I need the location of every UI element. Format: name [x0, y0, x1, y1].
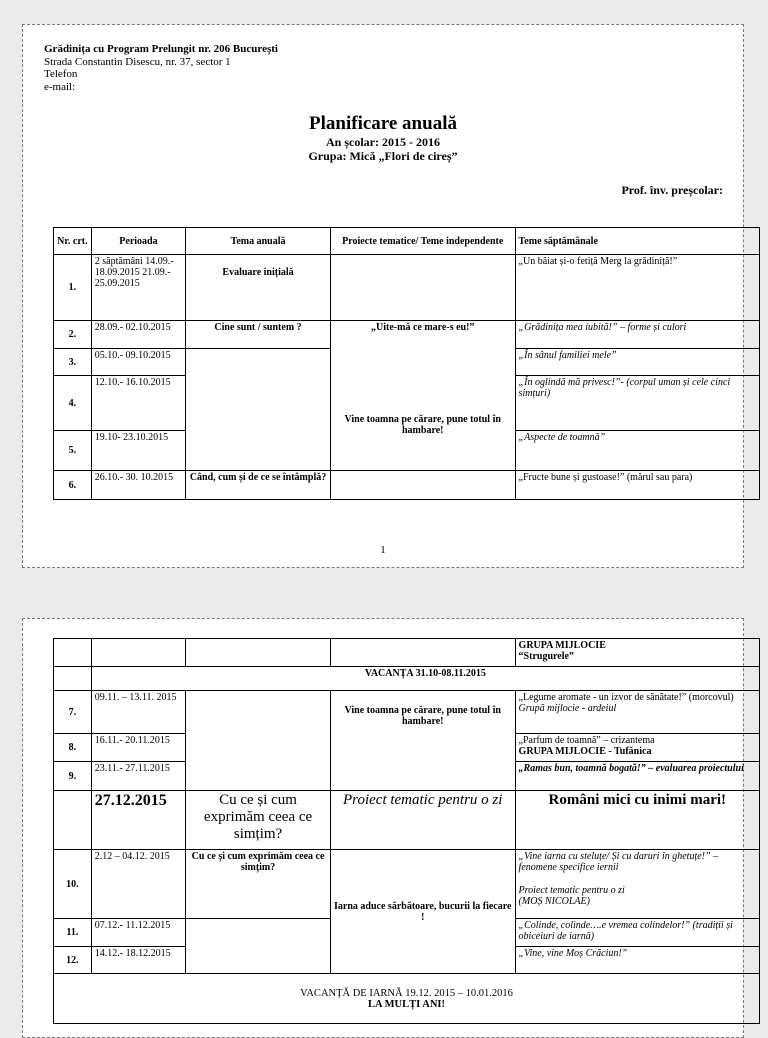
institution-name: Grădinița cu Program Prelungit nr. 206 București [44, 43, 278, 55]
row-number: 11. [54, 919, 92, 947]
institution-email: e-mail: [44, 80, 76, 93]
row-project [330, 255, 515, 321]
table-header-row [54, 228, 760, 255]
row-theme: Când, cum și de ce se întâmplă? [186, 471, 331, 500]
row-period: 2 săptămâni 14.09.- 18.09.2015 21.09.- 25.09.2015 [91, 255, 185, 321]
row-period: 19.10- 23.10.2015 [91, 431, 185, 471]
special-weekly: Români mici cu inimi mari! [515, 791, 759, 850]
weekly-text: „Parfum de toamnă” – crizantema [518, 735, 655, 746]
project-uite-ma: „Uite-mă ce mare-s eu!” [371, 322, 475, 333]
row-number: 3. [54, 349, 92, 376]
vacation-row [54, 667, 760, 691]
row-period: 14.12.- 18.12.2015 [91, 947, 185, 974]
document-page-2 [22, 618, 744, 1038]
weekly-note: Grupă mijlocie - ardeiul [518, 703, 617, 714]
teacher-label: Prof. înv. preșcolar: [621, 183, 723, 197]
page-number: 1 [380, 544, 386, 556]
row-project [330, 471, 515, 500]
row-weekly: „În oglindă mă privesc!”- (corpul uman și cele cinci simțuri) [515, 376, 759, 431]
project-vine-toamna: Vine toamna pe cărare, pune totul în hambare! [344, 414, 501, 436]
greeting-label: LA MULȚI ANI! [367, 998, 445, 1010]
plan-table-1 [53, 227, 760, 500]
row-period: 2.12 – 04.12. 2015 [91, 850, 185, 919]
row-theme: Cu ce și cum exprimăm ceea ce simțim? [186, 850, 331, 919]
row-weekly: „Grădinița mea iubită!” – forme și culori [515, 321, 759, 349]
row-weekly: „Colinde, colinde….e vremea colindelor!” (tradiții și obiceiuri de iarnă) [515, 919, 759, 947]
weekly-note: Proiect tematic pentru o zi [518, 885, 625, 896]
row-weekly: „Un băiat și-o fetiță Merg la grădiniță!” [515, 255, 759, 321]
row-theme: Evaluare inițială [186, 255, 331, 321]
vacation-label: VACANȚA 31.10-08.11.2015 [91, 667, 759, 691]
row-number: 8. [54, 734, 92, 762]
page-title: Planificare anuală [309, 113, 457, 134]
row-period: 05.10.- 09.10.2015 [91, 349, 185, 376]
table-row [54, 321, 760, 349]
special-theme: Cu ce și cum exprimăm ceea ce simțim? [186, 791, 331, 850]
row-period: 07.12.- 11.12.2015 [91, 919, 185, 947]
row-project: Iarna aduce sărbătoare, bucurii la fiecare ! [330, 850, 515, 974]
row-project: Vine toamna pe cărare, pune totul în hambare! [330, 691, 515, 791]
row-theme [186, 691, 331, 791]
table-row [54, 691, 760, 734]
weekly-text: „Vine iarna cu steluțe/ Și cu daruri în ghetuțe!” – fenomene specifice iernii [518, 851, 719, 873]
row-number: 6. [54, 471, 92, 500]
row-weekly [515, 691, 759, 734]
col-header-theme: Tema anuală [186, 228, 331, 255]
col-header-projects: Proiecte tematice/ Teme independente [330, 228, 515, 255]
group-mijlocie-label: GRUPA MIJLOCIE [518, 640, 606, 651]
row-weekly [515, 850, 759, 919]
col-header-period: Perioada [91, 228, 185, 255]
row-theme [186, 919, 331, 974]
table-row [54, 471, 760, 500]
row-number: 4. [54, 376, 92, 431]
row-period: 23.11.- 27.11.2015 [91, 762, 185, 791]
vacation-row [54, 974, 760, 1024]
institution-phone: Telefon [44, 68, 78, 80]
row-weekly: „Vine, vine Moș Crăciun!” [515, 947, 759, 974]
row-number: 7. [54, 691, 92, 734]
row-period: 26.10.- 30. 10.2015 [91, 471, 185, 500]
row-number: 12. [54, 947, 92, 974]
winter-vacation [54, 974, 760, 1024]
weekly-text: „Legume aromate - un izvor de sănătate!” (morcovul) [518, 692, 734, 703]
row-number: 9. [54, 762, 92, 791]
table-row [54, 255, 760, 321]
school-year: An școlar: 2015 - 2016 [326, 135, 440, 149]
row-number: 1. [54, 255, 92, 321]
row-number: 2. [54, 321, 92, 349]
special-project: Proiect tematic pentru o zi [330, 791, 515, 850]
row-number: 5. [54, 431, 92, 471]
group-label [515, 639, 759, 667]
row-number: 10. [54, 850, 92, 919]
special-date: 27.12.2015 [91, 791, 185, 850]
row-period: 12.10.- 16.10.2015 [91, 376, 185, 431]
institution-header [44, 43, 278, 93]
col-header-nr: Nr. crt. [54, 228, 92, 255]
plan-table-2 [53, 638, 760, 1024]
document-page-1 [22, 24, 744, 568]
weekly-note: GRUPA MIJLOCIE - Tufănica [518, 746, 652, 757]
row-project [330, 321, 515, 471]
row-weekly [515, 734, 759, 762]
table-row [54, 639, 760, 667]
row-weekly: „Ramas bun, toamnă bogată!” – evaluarea proiectului [515, 762, 759, 791]
row-weekly: „Fructe bune și gustoase!” (mărul sau para) [515, 471, 759, 500]
row-weekly: „În sânul familiei mele” [515, 349, 759, 376]
row-weekly: „Aspecte de toamnă” [515, 431, 759, 471]
row-period: 16.11.- 20.11.2015 [91, 734, 185, 762]
group-strugurele-label: “Strugurele” [518, 651, 574, 662]
winter-vacation-label: VACANȚĂ DE IARNĂ 19.12. 2015 – 10.01.2016 [300, 987, 513, 999]
special-row [54, 791, 760, 850]
row-theme [186, 349, 331, 471]
institution-address: Strada Constantin Disescu, nr. 37, sector 1 [44, 55, 231, 68]
group-name: Grupa: Mică „Flori de cireș” [308, 149, 458, 163]
row-period: 09.11. – 13.11. 2015 [91, 691, 185, 734]
table-row [54, 850, 760, 919]
col-header-weekly: Teme săptămânale [515, 228, 759, 255]
row-period: 28.09.- 02.10.2015 [91, 321, 185, 349]
weekly-note-2: (MOȘ NICOLAE) [518, 896, 590, 907]
row-theme: Cine sunt / suntem ? [186, 321, 331, 349]
